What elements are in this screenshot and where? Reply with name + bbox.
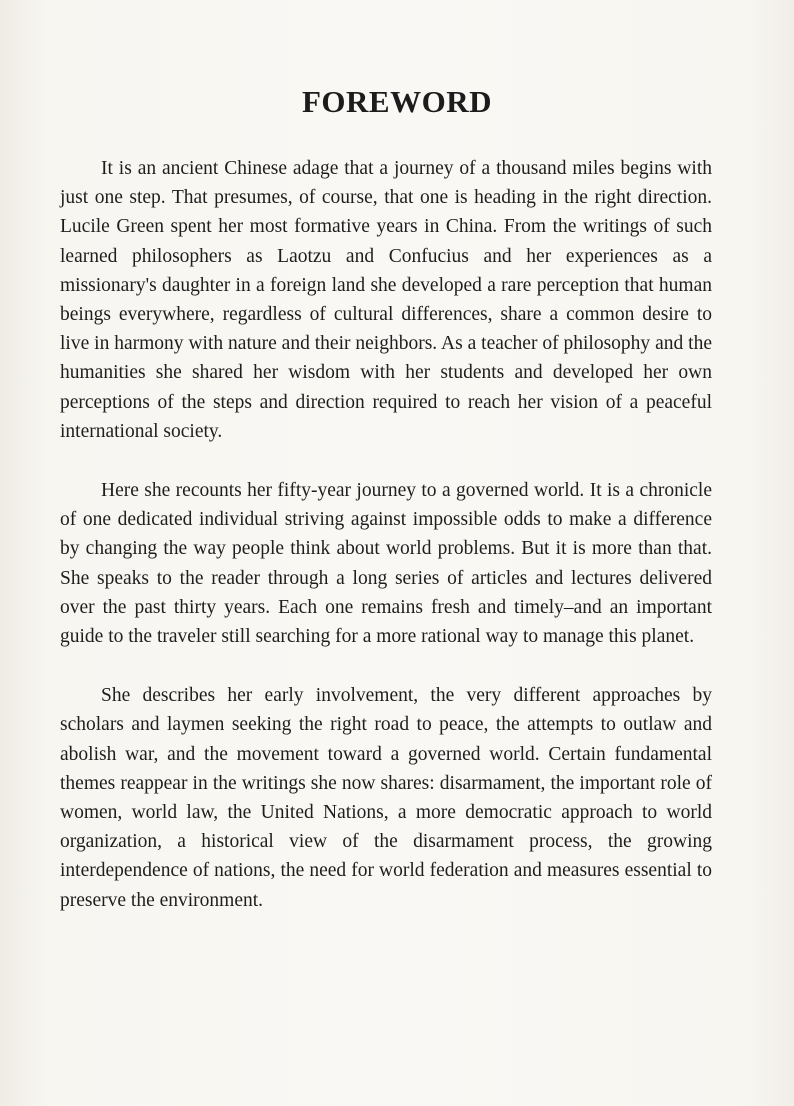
paragraph-1: It is an ancient Chinese adage that a journey of a thousand miles begins with just one step. That presumes, of course, that one is heading in the right direction. Lucile Green spent her most formative years in China. From the writings of such learned philosophers as Laotzu and Confucius and her experiences as a missionary's daughter in a foreign land she developed a rare perception that human beings everywhere, regardless of cultural differences, share a common desire to live in harmony with nature and their neighbors. As a teacher of philosophy and the humanities she shared her wisdom with her students and developed her own perceptions of the steps and direction required to reach her vision of a peaceful international society. bbox=[60, 158, 712, 442]
page-title: FOREWORD bbox=[302, 84, 492, 119]
foreword-body bbox=[60, 154, 712, 945]
paragraph-2: Here she recounts her fifty-year journey to a governed world. It is a chronicle of one dedicated individual striving against impossible odds to make a difference by changing the way people think about world problems. But it is more than that. She speaks to the reader through a long series of articles and lectures delivered over the past thirty years. Each one remains fresh and timely–and an important guide to the traveler still searching for a more rational way to manage this planet. bbox=[60, 480, 712, 648]
paragraph-3: She describes her early involvement, the very different approaches by scholars and laymen seeking the right road to peace, the attempts to outlaw and abolish war, and the movement toward a governed world. Certain fundamental themes reappear in the writings she now shares: disarmament, the important role of women, world law, the United Nations, a more democratic approach to world organization, a historical view of the disarmament process, the growing interdependence of nations, the need for world federation and measures essential to preserve the environment. bbox=[60, 685, 712, 911]
